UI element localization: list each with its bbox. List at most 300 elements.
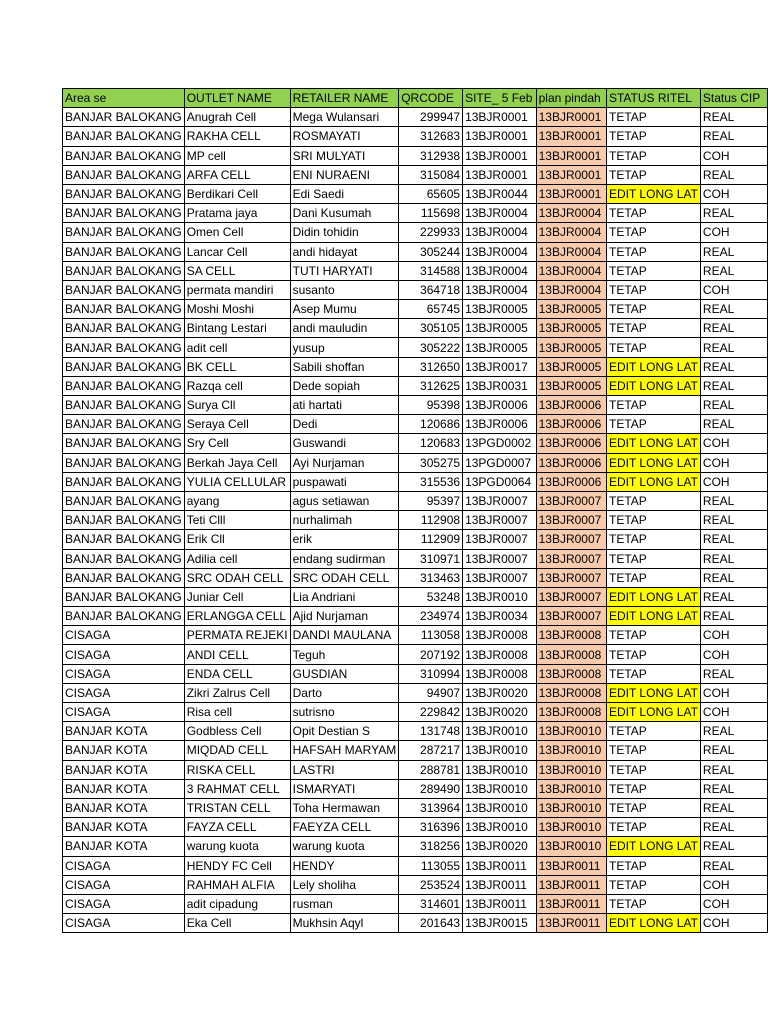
cell-status-cip[interactable]: REAL [700,568,767,587]
cell-outlet-name[interactable]: Razqa cell [184,376,290,395]
cell-status-cip[interactable]: REAL [700,357,767,376]
cell-plan-pindah[interactable]: 13BJR0006 [536,453,606,472]
cell-site[interactable]: 13PGD0007 [463,453,537,472]
cell-qrcode[interactable]: 312938 [399,146,463,165]
cell-qrcode[interactable]: 313964 [399,798,463,817]
cell-status-cip[interactable]: REAL [700,491,767,510]
cell-qrcode[interactable]: 312650 [399,357,463,376]
cell-retailer-name[interactable]: puspawati [290,472,399,491]
cell-retailer-name[interactable]: SRI MULYATI [290,146,399,165]
cell-outlet-name[interactable]: Teti Clll [184,511,290,530]
cell-area[interactable]: BANJAR KOTA [63,837,185,856]
cell-plan-pindah[interactable]: 13BJR0010 [536,741,606,760]
cell-site[interactable]: 13BJR0010 [463,741,537,760]
cell-outlet-name[interactable]: permata mandiri [184,280,290,299]
cell-retailer-name[interactable]: erik [290,530,399,549]
cell-plan-pindah[interactable]: 13BJR0010 [536,760,606,779]
cell-status-ritel[interactable]: EDIT LONG LAT [606,703,700,722]
cell-outlet-name[interactable]: 3 RAHMAT CELL [184,779,290,798]
cell-outlet-name[interactable]: ARFA CELL [184,165,290,184]
cell-outlet-name[interactable]: Risa cell [184,703,290,722]
cell-area[interactable]: CISAGA [63,875,185,894]
cell-outlet-name[interactable]: Omen Cell [184,223,290,242]
cell-retailer-name[interactable]: ENI NURAENI [290,165,399,184]
cell-area[interactable]: CISAGA [63,626,185,645]
cell-site[interactable]: 13BJR0004 [463,223,537,242]
cell-status-cip[interactable]: REAL [700,108,767,127]
cell-retailer-name[interactable]: HAFSAH MARYAM [290,741,399,760]
cell-status-ritel[interactable]: TETAP [606,223,700,242]
cell-status-cip[interactable]: COH [700,184,767,203]
cell-site[interactable]: 13BJR0004 [463,261,537,280]
cell-status-cip[interactable]: REAL [700,165,767,184]
cell-area[interactable]: BANJAR KOTA [63,741,185,760]
cell-status-cip[interactable]: REAL [700,376,767,395]
cell-outlet-name[interactable]: ANDI CELL [184,645,290,664]
cell-retailer-name[interactable]: Dani Kusumah [290,204,399,223]
cell-qrcode[interactable]: 315536 [399,472,463,491]
cell-site[interactable]: 13BJR0017 [463,357,537,376]
cell-status-cip[interactable]: REAL [700,127,767,146]
cell-qrcode[interactable]: 95397 [399,491,463,510]
cell-plan-pindah[interactable]: 13BJR0005 [536,319,606,338]
cell-site[interactable]: 13BJR0007 [463,549,537,568]
cell-status-cip[interactable]: REAL [700,300,767,319]
cell-status-cip[interactable]: REAL [700,396,767,415]
cell-retailer-name[interactable]: Dede sopiah [290,376,399,395]
cell-status-ritel[interactable]: EDIT LONG LAT [606,607,700,626]
cell-site[interactable]: 13BJR0010 [463,587,537,606]
cell-status-cip[interactable]: COH [700,626,767,645]
cell-outlet-name[interactable]: FAYZA CELL [184,818,290,837]
cell-outlet-name[interactable]: Surya Cll [184,396,290,415]
cell-plan-pindah[interactable]: 13BJR0004 [536,261,606,280]
cell-status-cip[interactable]: REAL [700,760,767,779]
cell-qrcode[interactable]: 315084 [399,165,463,184]
cell-site[interactable]: 13BJR0008 [463,626,537,645]
cell-site[interactable]: 13BJR0005 [463,319,537,338]
cell-status-ritel[interactable]: TETAP [606,645,700,664]
cell-plan-pindah[interactable]: 13BJR0004 [536,204,606,223]
cell-outlet-name[interactable]: YULIA CELLULAR [184,472,290,491]
cell-status-ritel[interactable]: EDIT LONG LAT [606,914,700,933]
cell-area[interactable]: BANJAR BALOKANG [63,108,185,127]
cell-outlet-name[interactable]: adit cipadung [184,894,290,913]
cell-retailer-name[interactable]: ISMARYATI [290,779,399,798]
cell-site[interactable]: 13PGD0002 [463,434,537,453]
cell-qrcode[interactable]: 207192 [399,645,463,664]
cell-status-cip[interactable]: REAL [700,741,767,760]
cell-plan-pindah[interactable]: 13BJR0007 [536,511,606,530]
cell-plan-pindah[interactable]: 13BJR0001 [536,184,606,203]
header-retailer-name[interactable]: RETAILER NAME [290,89,399,108]
cell-status-cip[interactable]: REAL [700,587,767,606]
cell-status-ritel[interactable]: TETAP [606,261,700,280]
cell-status-ritel[interactable]: TETAP [606,280,700,299]
cell-outlet-name[interactable]: PERMATA REJEKI [184,626,290,645]
cell-qrcode[interactable]: 53248 [399,587,463,606]
cell-area[interactable]: BANJAR KOTA [63,818,185,837]
cell-qrcode[interactable]: 65745 [399,300,463,319]
cell-retailer-name[interactable]: rusman [290,894,399,913]
cell-outlet-name[interactable]: RISKA CELL [184,760,290,779]
cell-retailer-name[interactable]: ROSMAYATI [290,127,399,146]
cell-site[interactable]: 13BJR0005 [463,338,537,357]
cell-qrcode[interactable]: 115698 [399,204,463,223]
cell-status-cip[interactable]: REAL [700,664,767,683]
cell-outlet-name[interactable]: HENDY FC Cell [184,856,290,875]
cell-status-cip[interactable]: COH [700,875,767,894]
cell-plan-pindah[interactable]: 13BJR0008 [536,626,606,645]
cell-plan-pindah[interactable]: 13BJR0007 [536,491,606,510]
cell-outlet-name[interactable]: Erik Cll [184,530,290,549]
cell-retailer-name[interactable]: SRC ODAH CELL [290,568,399,587]
cell-site[interactable]: 13BJR0010 [463,760,537,779]
cell-status-ritel[interactable]: TETAP [606,415,700,434]
cell-area[interactable]: BANJAR KOTA [63,798,185,817]
cell-retailer-name[interactable]: HENDY [290,856,399,875]
cell-plan-pindah[interactable]: 13BJR0010 [536,837,606,856]
cell-qrcode[interactable]: 234974 [399,607,463,626]
cell-status-ritel[interactable]: TETAP [606,818,700,837]
cell-qrcode[interactable]: 287217 [399,741,463,760]
cell-outlet-name[interactable]: SRC ODAH CELL [184,568,290,587]
cell-status-ritel[interactable]: TETAP [606,511,700,530]
cell-plan-pindah[interactable]: 13BJR0010 [536,818,606,837]
cell-status-cip[interactable]: COH [700,223,767,242]
cell-qrcode[interactable]: 314588 [399,261,463,280]
cell-status-ritel[interactable]: EDIT LONG LAT [606,357,700,376]
cell-qrcode[interactable]: 299947 [399,108,463,127]
cell-plan-pindah[interactable]: 13BJR0006 [536,396,606,415]
cell-area[interactable]: BANJAR BALOKANG [63,472,185,491]
cell-outlet-name[interactable]: Berdikari Cell [184,184,290,203]
cell-status-ritel[interactable]: EDIT LONG LAT [606,683,700,702]
cell-area[interactable]: BANJAR BALOKANG [63,491,185,510]
cell-outlet-name[interactable]: Adilia cell [184,549,290,568]
cell-outlet-name[interactable]: Juniar Cell [184,587,290,606]
cell-status-cip[interactable]: COH [700,914,767,933]
cell-site[interactable]: 13BJR0020 [463,703,537,722]
cell-area[interactable]: BANJAR BALOKANG [63,568,185,587]
cell-outlet-name[interactable]: MIQDAD CELL [184,741,290,760]
cell-outlet-name[interactable]: RAHMAH ALFIA [184,875,290,894]
cell-status-ritel[interactable]: TETAP [606,626,700,645]
cell-status-cip[interactable]: COH [700,894,767,913]
cell-area[interactable]: BANJAR BALOKANG [63,204,185,223]
cell-retailer-name[interactable]: Ajid Nurjaman [290,607,399,626]
cell-plan-pindah[interactable]: 13BJR0001 [536,108,606,127]
cell-outlet-name[interactable]: Lancar Cell [184,242,290,261]
cell-site[interactable]: 13BJR0008 [463,645,537,664]
cell-status-cip[interactable]: REAL [700,204,767,223]
cell-outlet-name[interactable]: ayang [184,491,290,510]
cell-retailer-name[interactable]: LASTRI [290,760,399,779]
cell-retailer-name[interactable]: Mukhsin Aqyl [290,914,399,933]
cell-plan-pindah[interactable]: 13BJR0010 [536,722,606,741]
cell-area[interactable]: BANJAR BALOKANG [63,280,185,299]
cell-qrcode[interactable]: 288781 [399,760,463,779]
cell-area[interactable]: BANJAR BALOKANG [63,396,185,415]
cell-outlet-name[interactable]: TRISTAN CELL [184,798,290,817]
cell-site[interactable]: 13BJR0044 [463,184,537,203]
cell-area[interactable]: BANJAR BALOKANG [63,549,185,568]
cell-status-cip[interactable]: COH [700,472,767,491]
cell-status-ritel[interactable]: TETAP [606,165,700,184]
cell-retailer-name[interactable]: Guswandi [290,434,399,453]
cell-area[interactable]: BANJAR BALOKANG [63,415,185,434]
cell-qrcode[interactable]: 312683 [399,127,463,146]
cell-outlet-name[interactable]: Berkah Jaya Cell [184,453,290,472]
cell-retailer-name[interactable]: GUSDIAN [290,664,399,683]
cell-status-cip[interactable]: REAL [700,607,767,626]
cell-site[interactable]: 13BJR0011 [463,875,537,894]
cell-status-ritel[interactable]: TETAP [606,396,700,415]
cell-plan-pindah[interactable]: 13BJR0001 [536,127,606,146]
cell-status-cip[interactable]: REAL [700,511,767,530]
cell-outlet-name[interactable]: Anugrah Cell [184,108,290,127]
cell-retailer-name[interactable]: warung kuota [290,837,399,856]
cell-retailer-name[interactable]: Darto [290,683,399,702]
cell-qrcode[interactable]: 229842 [399,703,463,722]
cell-qrcode[interactable]: 312625 [399,376,463,395]
cell-outlet-name[interactable]: Bintang Lestari [184,319,290,338]
cell-qrcode[interactable]: 131748 [399,722,463,741]
cell-plan-pindah[interactable]: 13BJR0008 [536,645,606,664]
cell-status-ritel[interactable]: TETAP [606,875,700,894]
cell-qrcode[interactable]: 112908 [399,511,463,530]
cell-retailer-name[interactable]: andi mauludin [290,319,399,338]
cell-plan-pindah[interactable]: 13BJR0010 [536,779,606,798]
header-plan-pindah[interactable]: plan pindah [536,89,606,108]
cell-status-ritel[interactable]: TETAP [606,856,700,875]
cell-site[interactable]: 13BJR0010 [463,722,537,741]
cell-qrcode[interactable]: 253524 [399,875,463,894]
cell-site[interactable]: 13BJR0006 [463,415,537,434]
cell-retailer-name[interactable]: susanto [290,280,399,299]
cell-area[interactable]: BANJAR BALOKANG [63,530,185,549]
cell-site[interactable]: 13BJR0001 [463,146,537,165]
cell-retailer-name[interactable]: Teguh [290,645,399,664]
cell-area[interactable]: CISAGA [63,664,185,683]
cell-status-ritel[interactable]: EDIT LONG LAT [606,453,700,472]
cell-outlet-name[interactable]: Zikri Zalrus Cell [184,683,290,702]
cell-outlet-name[interactable]: MP cell [184,146,290,165]
cell-qrcode[interactable]: 305105 [399,319,463,338]
cell-plan-pindah[interactable]: 13BJR0010 [536,798,606,817]
cell-status-ritel[interactable]: TETAP [606,760,700,779]
cell-status-ritel[interactable]: TETAP [606,338,700,357]
cell-status-cip[interactable]: COH [700,146,767,165]
cell-site[interactable]: 13BJR0007 [463,491,537,510]
cell-qrcode[interactable]: 305222 [399,338,463,357]
cell-site[interactable]: 13BJR0007 [463,511,537,530]
cell-retailer-name[interactable]: Lely sholiha [290,875,399,894]
cell-status-cip[interactable]: REAL [700,856,767,875]
cell-plan-pindah[interactable]: 13BJR0005 [536,338,606,357]
cell-area[interactable]: BANJAR BALOKANG [63,434,185,453]
cell-qrcode[interactable]: 305244 [399,242,463,261]
header-qrcode[interactable]: QRCODE [399,89,463,108]
cell-plan-pindah[interactable]: 13BJR0007 [536,549,606,568]
cell-retailer-name[interactable]: Ayi Nurjaman [290,453,399,472]
cell-status-ritel[interactable]: TETAP [606,894,700,913]
cell-status-cip[interactable]: REAL [700,549,767,568]
cell-qrcode[interactable]: 289490 [399,779,463,798]
cell-status-ritel[interactable]: TETAP [606,741,700,760]
cell-plan-pindah[interactable]: 13BJR0004 [536,242,606,261]
cell-site[interactable]: 13BJR0020 [463,837,537,856]
cell-area[interactable]: CISAGA [63,894,185,913]
cell-area[interactable]: BANJAR BALOKANG [63,376,185,395]
cell-status-ritel[interactable]: EDIT LONG LAT [606,587,700,606]
cell-status-ritel[interactable]: TETAP [606,798,700,817]
cell-outlet-name[interactable]: Seraya Cell [184,415,290,434]
cell-area[interactable]: BANJAR BALOKANG [63,453,185,472]
cell-area[interactable]: BANJAR BALOKANG [63,300,185,319]
cell-qrcode[interactable]: 314601 [399,894,463,913]
cell-status-cip[interactable]: REAL [700,261,767,280]
cell-status-ritel[interactable]: EDIT LONG LAT [606,837,700,856]
cell-status-cip[interactable]: REAL [700,242,767,261]
cell-outlet-name[interactable]: Eka Cell [184,914,290,933]
cell-status-cip[interactable]: REAL [700,319,767,338]
cell-site[interactable]: 13BJR0010 [463,779,537,798]
cell-status-cip[interactable]: REAL [700,837,767,856]
cell-area[interactable]: BANJAR BALOKANG [63,242,185,261]
cell-site[interactable]: 13BJR0001 [463,127,537,146]
cell-outlet-name[interactable]: Moshi Moshi [184,300,290,319]
cell-status-cip[interactable]: REAL [700,338,767,357]
cell-status-ritel[interactable]: TETAP [606,664,700,683]
cell-retailer-name[interactable]: sutrisno [290,703,399,722]
cell-site[interactable]: 13BJR0015 [463,914,537,933]
cell-site[interactable]: 13BJR0008 [463,664,537,683]
cell-site[interactable]: 13BJR0006 [463,396,537,415]
cell-area[interactable]: CISAGA [63,645,185,664]
cell-qrcode[interactable]: 112909 [399,530,463,549]
cell-outlet-name[interactable]: ENDA CELL [184,664,290,683]
cell-qrcode[interactable]: 305275 [399,453,463,472]
cell-status-ritel[interactable]: EDIT LONG LAT [606,376,700,395]
cell-qrcode[interactable]: 316396 [399,818,463,837]
cell-plan-pindah[interactable]: 13BJR0008 [536,703,606,722]
cell-status-ritel[interactable]: TETAP [606,146,700,165]
cell-status-ritel[interactable]: TETAP [606,722,700,741]
cell-retailer-name[interactable]: Lia Andriani [290,587,399,606]
cell-outlet-name[interactable]: RAKHA CELL [184,127,290,146]
cell-site[interactable]: 13PGD0064 [463,472,537,491]
cell-plan-pindah[interactable]: 13BJR0011 [536,914,606,933]
cell-outlet-name[interactable]: BK CELL [184,357,290,376]
cell-status-cip[interactable]: REAL [700,779,767,798]
cell-site[interactable]: 13BJR0007 [463,530,537,549]
cell-retailer-name[interactable]: TUTI HARYATI [290,261,399,280]
cell-area[interactable]: BANJAR KOTA [63,779,185,798]
cell-status-ritel[interactable]: EDIT LONG LAT [606,434,700,453]
cell-status-ritel[interactable]: TETAP [606,530,700,549]
cell-qrcode[interactable]: 95398 [399,396,463,415]
cell-qrcode[interactable]: 229933 [399,223,463,242]
cell-status-ritel[interactable]: TETAP [606,568,700,587]
cell-status-ritel[interactable]: TETAP [606,300,700,319]
cell-qrcode[interactable]: 201643 [399,914,463,933]
cell-qrcode[interactable]: 65605 [399,184,463,203]
cell-status-ritel[interactable]: TETAP [606,491,700,510]
cell-status-cip[interactable]: REAL [700,798,767,817]
cell-status-cip[interactable]: COH [700,645,767,664]
cell-outlet-name[interactable]: Sry Cell [184,434,290,453]
cell-retailer-name[interactable]: Asep Mumu [290,300,399,319]
cell-status-cip[interactable]: COH [700,280,767,299]
cell-status-ritel[interactable]: EDIT LONG LAT [606,472,700,491]
cell-plan-pindah[interactable]: 13BJR0004 [536,280,606,299]
cell-area[interactable]: CISAGA [63,683,185,702]
cell-outlet-name[interactable]: SA CELL [184,261,290,280]
cell-plan-pindah[interactable]: 13BJR0007 [536,607,606,626]
cell-status-cip[interactable]: COH [700,453,767,472]
cell-site[interactable]: 13BJR0001 [463,165,537,184]
cell-plan-pindah[interactable]: 13BJR0008 [536,683,606,702]
cell-retailer-name[interactable]: Opit Destian S [290,722,399,741]
cell-plan-pindah[interactable]: 13BJR0006 [536,472,606,491]
cell-plan-pindah[interactable]: 13BJR0011 [536,875,606,894]
cell-retailer-name[interactable]: DANDI MAULANA [290,626,399,645]
cell-plan-pindah[interactable]: 13BJR0007 [536,568,606,587]
cell-retailer-name[interactable]: nurhalimah [290,511,399,530]
header-status-ritel[interactable]: STATUS RITEL [606,89,700,108]
cell-area[interactable]: BANJAR BALOKANG [63,319,185,338]
cell-plan-pindah[interactable]: 13BJR0011 [536,894,606,913]
cell-area[interactable]: BANJAR BALOKANG [63,223,185,242]
cell-area[interactable]: BANJAR BALOKANG [63,511,185,530]
cell-area[interactable]: CISAGA [63,856,185,875]
cell-retailer-name[interactable]: yusup [290,338,399,357]
cell-area[interactable]: BANJAR KOTA [63,760,185,779]
cell-site[interactable]: 13BJR0004 [463,280,537,299]
cell-plan-pindah[interactable]: 13BJR0004 [536,223,606,242]
cell-area[interactable]: BANJAR BALOKANG [63,165,185,184]
cell-retailer-name[interactable]: Dedi [290,415,399,434]
cell-plan-pindah[interactable]: 13BJR0006 [536,415,606,434]
cell-retailer-name[interactable]: andi hidayat [290,242,399,261]
cell-retailer-name[interactable]: Edi Saedi [290,184,399,203]
cell-status-ritel[interactable]: TETAP [606,779,700,798]
cell-site[interactable]: 13BJR0010 [463,818,537,837]
cell-site[interactable]: 13BJR0005 [463,300,537,319]
cell-plan-pindah[interactable]: 13BJR0007 [536,530,606,549]
cell-qrcode[interactable]: 310971 [399,549,463,568]
cell-outlet-name[interactable]: adit cell [184,338,290,357]
cell-qrcode[interactable]: 113055 [399,856,463,875]
cell-site[interactable]: 13BJR0034 [463,607,537,626]
cell-site[interactable]: 13BJR0031 [463,376,537,395]
cell-area[interactable]: BANJAR KOTA [63,722,185,741]
cell-plan-pindah[interactable]: 13BJR0001 [536,165,606,184]
cell-status-ritel[interactable]: TETAP [606,127,700,146]
cell-status-cip[interactable]: COH [700,683,767,702]
cell-site[interactable]: 13BJR0004 [463,204,537,223]
cell-qrcode[interactable]: 120686 [399,415,463,434]
cell-qrcode[interactable]: 94907 [399,683,463,702]
cell-site[interactable]: 13BJR0010 [463,798,537,817]
cell-status-cip[interactable]: REAL [700,818,767,837]
cell-site[interactable]: 13BJR0007 [463,568,537,587]
cell-plan-pindah[interactable]: 13BJR0008 [536,664,606,683]
header-outlet-name[interactable]: OUTLET NAME [184,89,290,108]
cell-status-cip[interactable]: COH [700,703,767,722]
cell-retailer-name[interactable]: Mega Wulansari [290,108,399,127]
